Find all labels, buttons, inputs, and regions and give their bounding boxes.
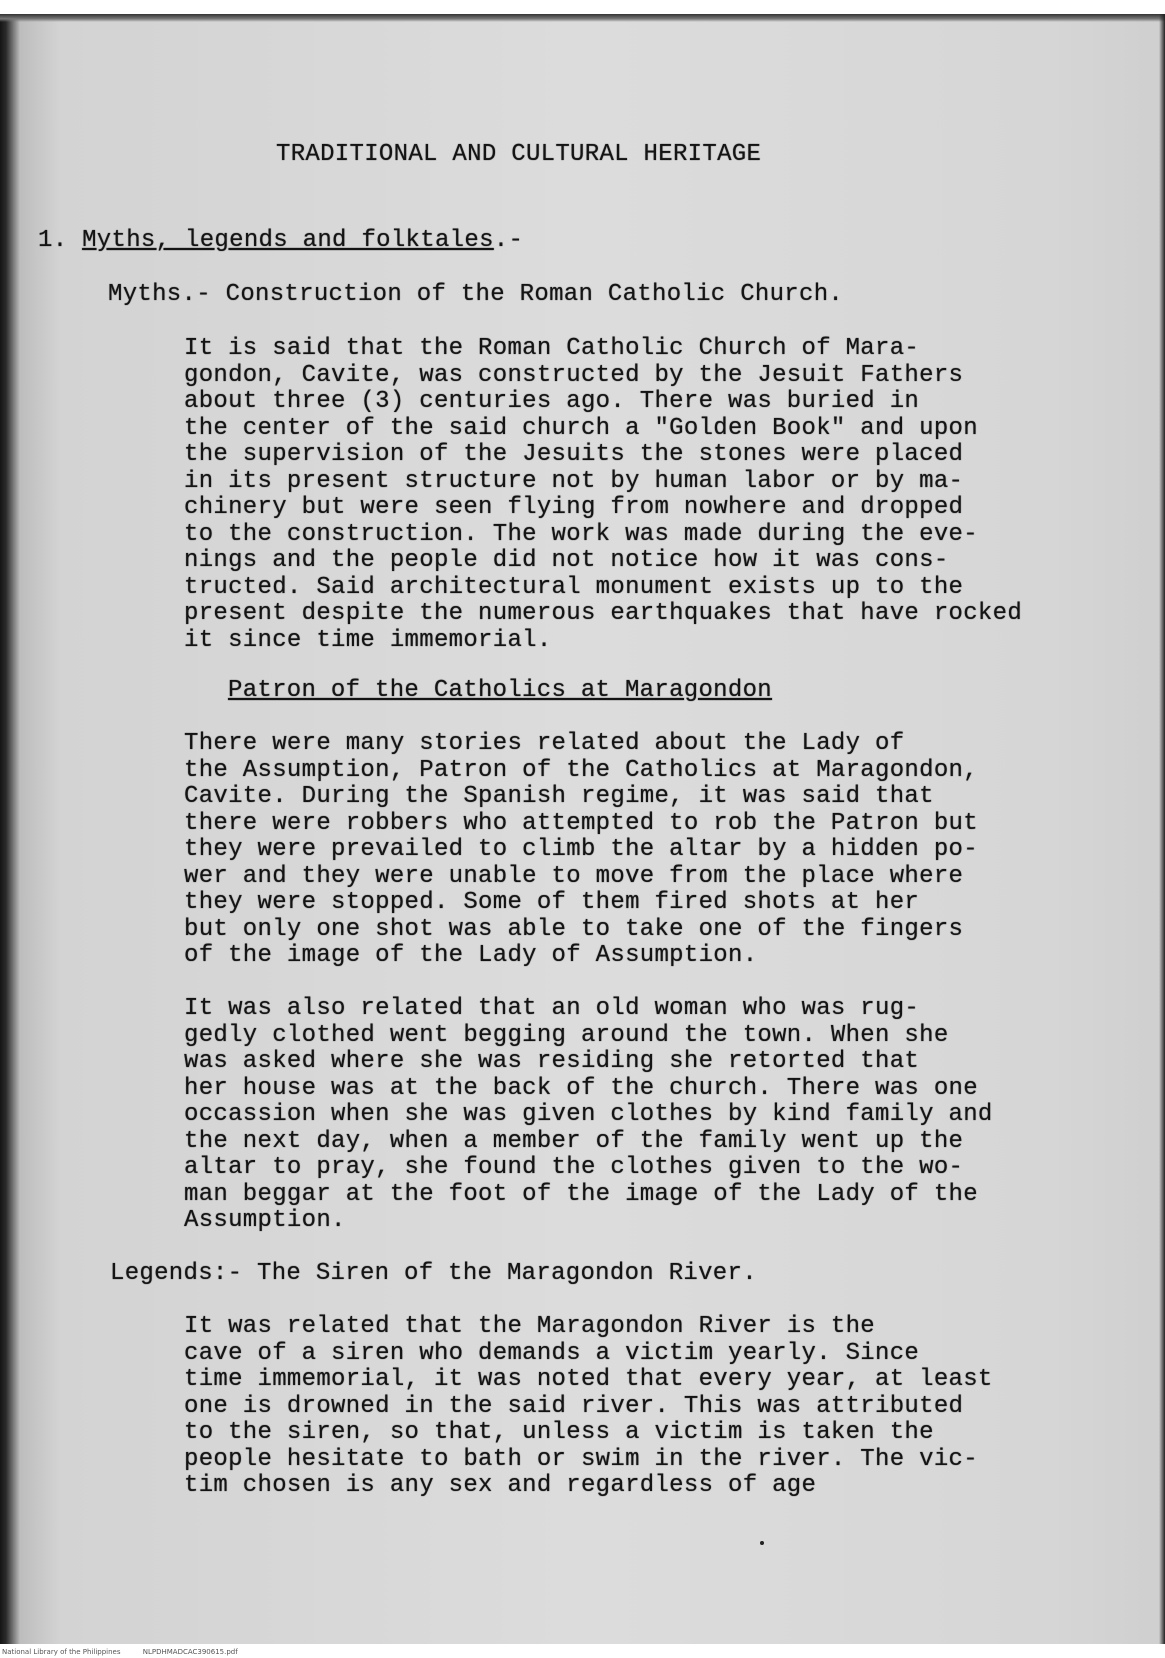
legends-heading: Legends:- The Siren of the Maragondon River. bbox=[110, 1260, 757, 1287]
patron-heading: Patron of the Catholics at Maragondon bbox=[228, 677, 772, 704]
footer-bar bbox=[0, 1647, 1165, 1658]
section-title: Myths, legends and folktales bbox=[82, 227, 494, 254]
section-suffix: .- bbox=[493, 227, 524, 254]
document-title: TRADITIONAL AND CULTURAL HERITAGE bbox=[276, 141, 762, 168]
paragraph-lady-of-assumption: There were many stories related about the Lady of the Assumption, Patron of the Catholics at Maragondon, Cavite. During the Spanish regime, it was said that there were robbers who attempted to rob the Patron but they were prevailed to climb the altar by a hidden po- wer and they were unable to move from the place where they were stopped. Some of them fired shots at her but only one shot was able to take one of the fingers of the image of the Lady of Assumption. bbox=[184, 730, 978, 969]
paragraph-siren: It was related that the Maragondon River is the cave of a siren who demands a victim yearly. Since time immemorial, it was noted that every year, at least one is drowned in the said river. This was attributed to the siren, so that, unless a victim is taken the people hesitate to bath or swim in the river. The vic- tim chosen is any sex and regardless of age bbox=[184, 1313, 993, 1499]
myths-heading: Myths.- Construction of the Roman Catholic Church. bbox=[108, 281, 844, 308]
scan-top-shadow bbox=[0, 14, 1165, 22]
footer-file-id: NLPDHMADCAC390615.pdf bbox=[142, 1648, 238, 1656]
scan-right-shadow bbox=[1159, 14, 1165, 1644]
scan-speck bbox=[760, 1541, 764, 1545]
section-heading bbox=[38, 228, 523, 255]
paragraph-church-construction: It is said that the Roman Catholic Church of Mara- gondon, Cavite, was constructed by the Jesuit Fathers about three (3) centuries ago. There was buried in the center of the said church a "Golden Book" and upon the supervision of the Jesuits the stones were placed in its present structure not by human labor or by ma- chinery but were seen flying from nowhere and dropped to the construction. The work was made during the eve- nings and the people did not notice how it was cons- tructed. Said architectural monument exists up to the present despite the numerous earthquakes that have rocked it since time immemorial. bbox=[184, 335, 1023, 654]
paragraph-old-woman: It was also related that an old woman who was rug- gedly clothed went begging around the town. When she was asked where she was residing she retorted that her house was at the back of the church. There was one occassion when she was given clothes by kind family and the next day, when a member of the family went up the altar to pray, she found the clothes given to the wo- man beggar at the foot of the image of the Lady of the Assumption. bbox=[184, 995, 993, 1234]
scanned-page bbox=[0, 14, 1165, 1644]
section-number: 1. bbox=[38, 227, 68, 254]
footer-library: National Library of the Philippines bbox=[2, 1648, 121, 1656]
